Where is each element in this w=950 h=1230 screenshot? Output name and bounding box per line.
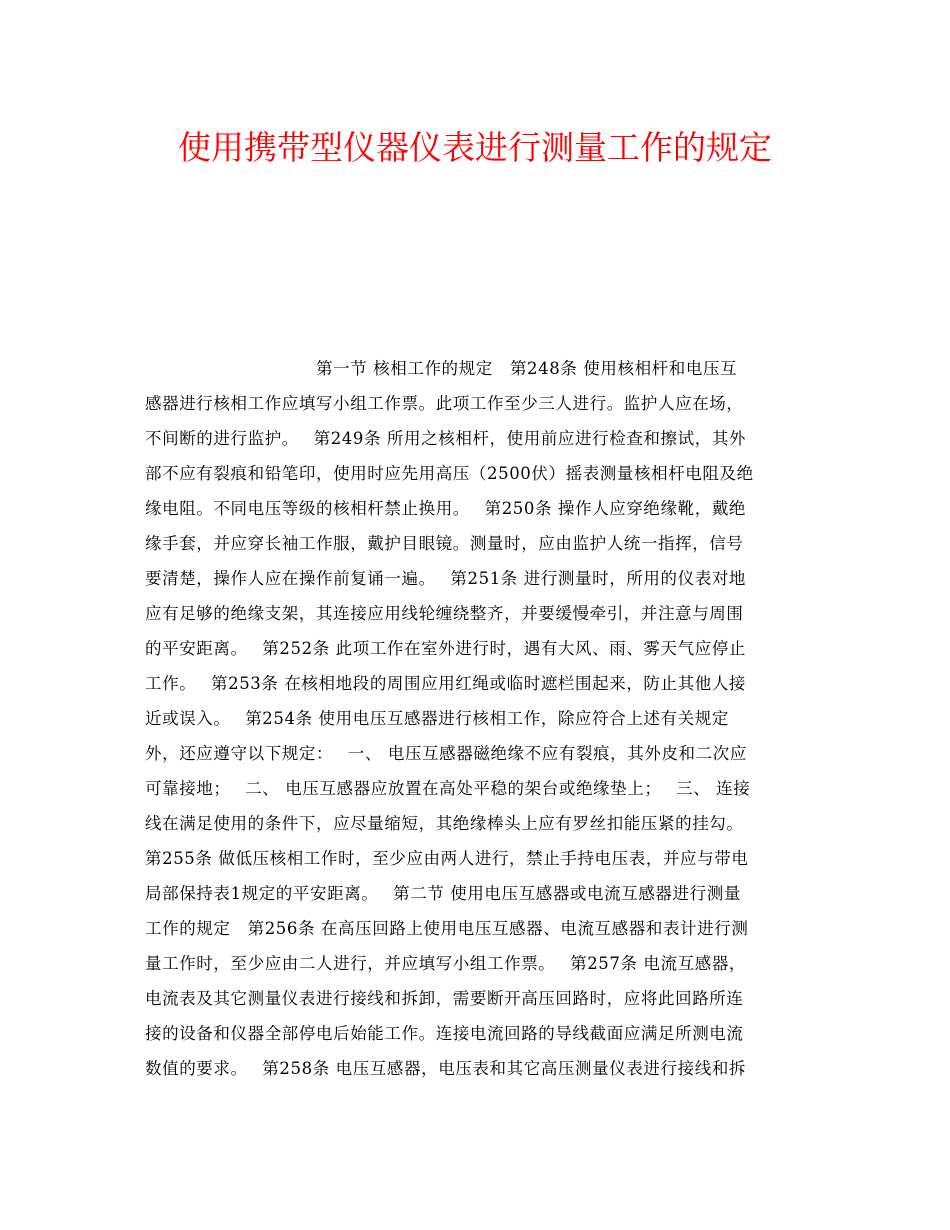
body-line: 可靠接地； 二、 电压互感器应放置在高处平稳的架台或绝缘垫上； 三、 连接 xyxy=(145,779,751,798)
body-line: 线在满足使用的条件下，应尽量缩短，其绝缘棒头上应有罗丝扣能压紧的挂勾。 xyxy=(145,814,744,833)
body-line: 部不应有裂痕和铅笔印，使用时应先用高压（2500伏）摇表测量核相杆电阻及绝 xyxy=(145,464,754,483)
body-line: 量工作时，至少应由二人进行，并应填写小组工作票。 第257条 电流互感器， xyxy=(145,954,747,973)
body-line: 工作的规定 第256条 在高压回路上使用电压互感器、电流互感器和表计进行测 xyxy=(145,919,749,938)
body-line: 应有足够的绝缘支架，其连接应用线轮缠绕整齐，并要缓慢牵引，并注意与周围 xyxy=(145,604,744,623)
body-line: 感器进行核相工作应填写小组工作票。此项工作至少三人进行。监护人应在场， xyxy=(145,394,744,413)
body-line: 工作。 第253条 在核相地段的周围应用红绳或临时遮栏围起来，防止其他人接 xyxy=(145,674,747,693)
body-line: 缘手套，并应穿长袖工作服，戴护目眼镜。测量时，应由监护人统一指挥，信号 xyxy=(145,534,744,553)
body-line: 近或误入。 第254条 使用电压互感器进行核相工作，除应符合上述有关规定 xyxy=(145,709,729,728)
body-line: 缘电阻。不同电压等级的核相杆禁止换用。 第250条 操作人应穿绝缘靴，戴绝 xyxy=(145,499,747,518)
body-line: 接的设备和仪器全部停电后始能工作。连接电流回路的导线截面应满足所测电流 xyxy=(145,1024,744,1043)
body-line: 要清楚，操作人应在操作前复诵一遍。 第251条 进行测量时，所用的仪表对地 xyxy=(145,569,747,588)
body-line: 局部保持表1规定的平安距离。 第二节 使用电压互感器或电流互感器进行测量 xyxy=(145,884,741,903)
document-title: 使用携带型仪器仪表进行测量工作的规定 xyxy=(178,128,772,167)
body-line: 不间断的进行监护。 第249条 所用之核相杆，使用前应进行检查和擦试，其外 xyxy=(145,429,747,448)
body-line: 的平安距离。 第252条 此项工作在室外进行时，遇有大风、雨、雾天气应停止 xyxy=(145,639,747,658)
body-line: 第255条 做低压核相工作时，至少应由两人进行，禁止手持电压表，并应与带电 xyxy=(145,849,749,868)
body-line: 第一节 核相工作的规定 第248条 使用核相杆和电压互 xyxy=(145,359,738,378)
body-line: 外，还应遵守以下规定： 一、 电压互感器磁绝缘不应有裂痕，其外皮和二次应 xyxy=(145,744,747,763)
body-line: 电流表及其它测量仪表进行接线和拆卸，需要断开高压回路时，应将此回路所连 xyxy=(145,989,744,1008)
body-line: 数值的要求。 第258条 电压互感器，电压表和其它高压测量仪表进行接线和拆 xyxy=(145,1059,747,1078)
